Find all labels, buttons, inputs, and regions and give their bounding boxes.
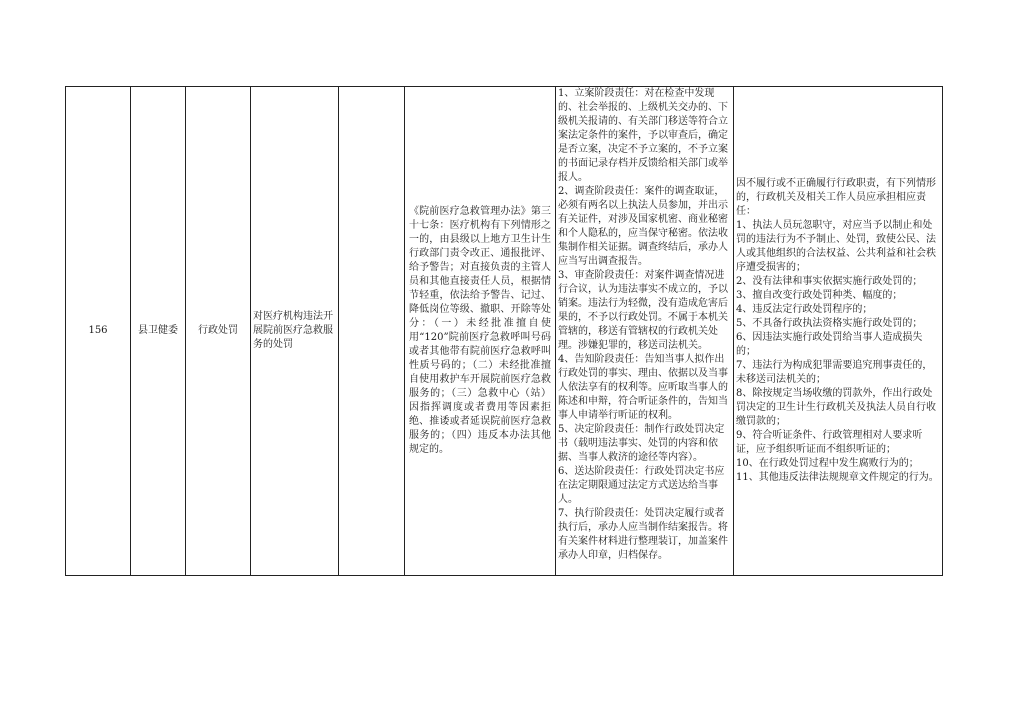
liability-item: 1、执法人员玩忽职守，对应当予以制止和处罚的违法行为不予制止、处罚，致使公民、法人或其他组织的合法权益、公共利益和社会秩序遭受损害的； <box>736 220 936 273</box>
liability-item: 6、因违法实施行政处罚给当事人造成损失的； <box>736 332 923 357</box>
power-list-table <box>65 86 943 576</box>
duty-item: 5、决定阶段责任：制作行政处罚决定书（载明违法事实、处罚的内容和依据、当事人救济的途径等内容）。 <box>558 424 725 463</box>
duty-item: 7、执行阶段责任：处罚决定履行或者执行后，承办人应当制作结案报告。将有关案件材料进行整理装订，加盖案件承办人印章，归档保存。 <box>558 508 728 561</box>
liability-item: 4、违反法定行政处罚程序的； <box>736 304 873 315</box>
table-row <box>66 87 943 576</box>
liabilities-cell <box>734 87 943 576</box>
duty-item: 1、立案阶段责任：对在检查中发现的、社会举报的、上级机关交办的、下级机关报请的、有关部门移送等符合立案法定条件的案件，予以审查后，确定是否立案，决定不予立案的，不予立案的书面记录存档并反馈给相关部门或举报人。 <box>558 88 728 183</box>
item-name-cell <box>251 87 339 576</box>
row-number: 156 <box>88 325 108 336</box>
duty-item: 4、告知阶段责任：告知当事人拟作出行政处罚的事实、理由、依据以及当事人依法享有的权利等。应听取当事人的陈述和申辩，符合听证条件的，告知当事人申请举行听证的权利。 <box>558 354 728 421</box>
liability-item: 5、不具备行政执法资格实施行政处罚的； <box>736 318 923 329</box>
liability-item: 7、违法行为构成犯罪需要追究刑事责任的，未移送司法机关的； <box>736 360 933 385</box>
liability-item: 10、在行政处罚过程中发生腐败行为的； <box>736 458 919 469</box>
legal-basis: 《院前医疗急救管理办法》第三十七条：医疗机构有下列情形之一的，由县级以上地方卫生计生行政部门责令改正、通报批评、给予警告；对直接负责的主管人员和其他直接责任人员，根据情节轻重，依法给予警告、记过、降低岗位等级、撤职、开除等处分：（一）未经批准擅自使用“120”院前医疗急救呼叫号码或者其他带有院前医疗急救呼叫性质号码的；（二）未经批准擅自使用救护车开展院前医疗急救服务的；（三）急救中心（站）因指挥调度或者费用等因素拒绝、推诿或者延误院前医疗急救服务的；（四）违反本办法其他规定的。 <box>409 206 551 455</box>
duty-item: 6、送达阶段责任：行政处罚决定书应在法定期限通过法定方式送达给当事人。 <box>558 466 725 505</box>
row-number-cell <box>66 87 131 576</box>
liability-item: 8、除按规定当场收缴的罚款外，作出行政处罚决定的卫生计生行政机关及执法人员自行收缴罚款的； <box>736 388 936 427</box>
duty-item: 2、调查阶段责任：案件的调查取证，必须有两名以上执法人员参加，并出示有关证件，对涉及国家机密、商业秘密和个人隐私的，应当保守秘密。依法收集制作相关证据。调查终结后，承办人应当写出调查报告。 <box>558 186 728 267</box>
sub-item-cell <box>339 87 405 576</box>
liability-item: 2、没有法律和事实依据实施行政处罚的； <box>736 276 923 287</box>
department: 县卫健委 <box>138 325 178 336</box>
legal-basis-cell <box>405 87 556 576</box>
liability-item: 9、符合听证条件、行政管理相对人要求听证，应予组织听证而不组织听证的； <box>736 430 923 455</box>
cell-spacer <box>736 87 940 177</box>
liability-item: 3、擅自改变行政处罚种类、幅度的； <box>736 290 903 301</box>
liability-item: 11、其他违反法律法规规章文件规定的行为。 <box>736 472 939 483</box>
category-cell <box>186 87 251 576</box>
power-category: 行政处罚 <box>198 325 238 336</box>
duty-item: 3、审查阶段责任：对案件调查情况进行合议，认为违法事实不成立的，予以销案。违法行为轻微，没有造成危害后果的，不予以行政处罚。不属于本机关管辖的，移送有管辖权的行政机关处理。涉嫌犯罪的，移送司法机关。 <box>558 270 728 351</box>
item-name: 对医疗机构违法开展院前医疗急救服务的处罚 <box>253 311 333 350</box>
duties-cell <box>556 87 734 576</box>
liability-intro: 因不履行或不正确履行行政职责，有下列情形的，行政机关及相关工作人员应承担相应责任： <box>736 178 936 217</box>
department-cell <box>131 87 186 576</box>
